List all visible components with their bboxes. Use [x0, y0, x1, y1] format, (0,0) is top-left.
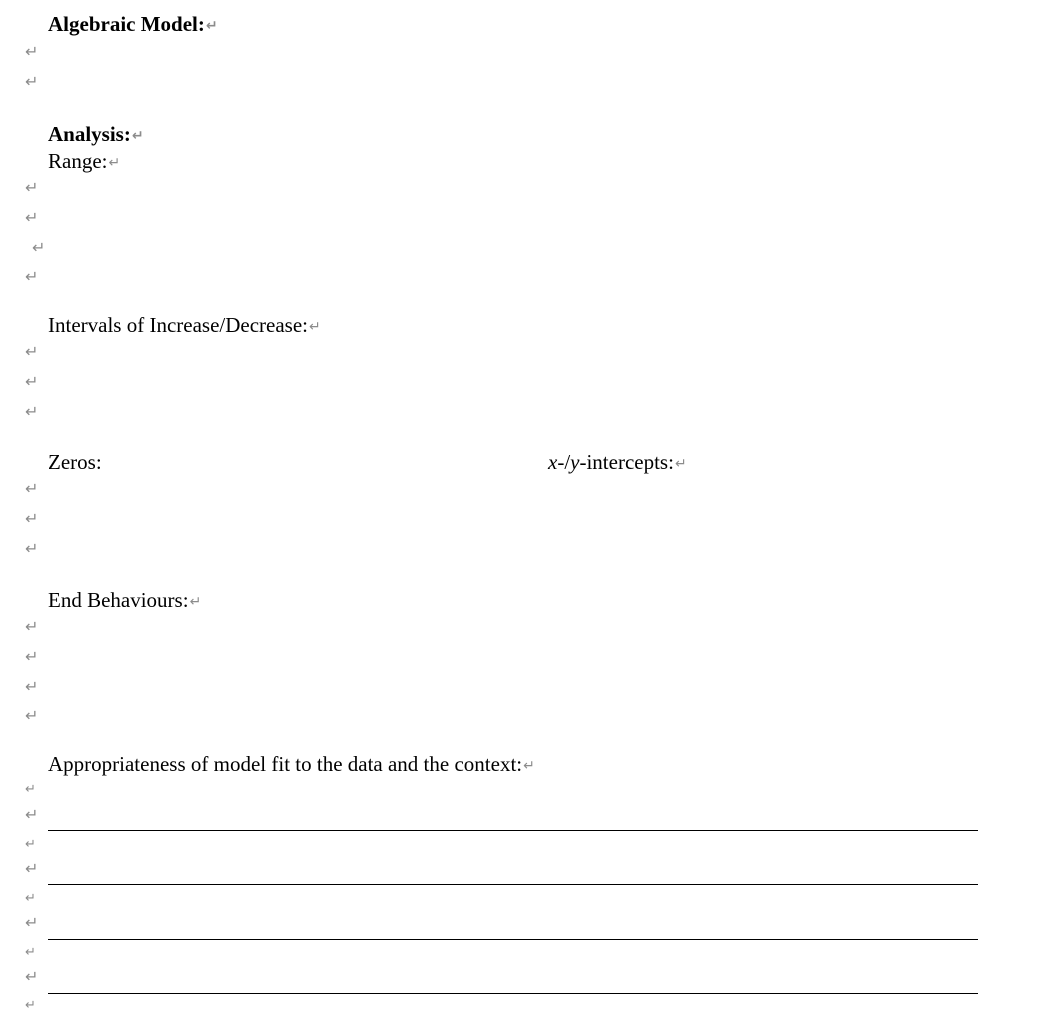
paragraph-mark-icon: ↵	[25, 342, 39, 361]
paragraph-mark-icon: ↵	[25, 677, 39, 696]
paragraph-mark-icon: ↵	[25, 805, 39, 824]
intervals-label: Intervals of Increase/Decrease:↵	[48, 313, 321, 337]
paragraph-mark-icon: ↵	[205, 18, 218, 34]
paragraph-mark-icon: ↵	[32, 238, 46, 257]
paragraph-mark-icon: ↵	[25, 72, 39, 91]
analysis-heading: Analysis:↵	[48, 122, 144, 146]
appropriateness-label: Appropriateness of model fit to the data and the context:↵	[48, 752, 535, 776]
range-label: Range:↵	[48, 149, 121, 173]
end-behaviours-label: End Behaviours:↵	[48, 588, 202, 612]
paragraph-mark-icon: ↵	[25, 837, 36, 852]
paragraph-mark-icon: ↵	[309, 319, 321, 335]
paragraph-mark-icon: ↵	[25, 998, 36, 1013]
paragraph-mark-icon: ↵	[25, 42, 39, 61]
paragraph-mark-icon: ↵	[25, 267, 39, 286]
paragraph-mark-icon: ↵	[25, 706, 39, 725]
paragraph-mark-icon: ↵	[25, 178, 39, 197]
paragraph-mark-icon: ↵	[674, 456, 687, 472]
paragraph-mark-icon: ↵	[108, 155, 121, 171]
algebraic-model-heading: Algebraic Model:↵	[48, 12, 218, 36]
paragraph-mark-icon: ↵	[131, 128, 144, 144]
paragraph-mark-icon: ↵	[25, 402, 39, 421]
answer-line	[48, 884, 978, 885]
paragraph-mark-icon: ↵	[25, 945, 36, 960]
paragraph-mark-icon: ↵	[25, 891, 36, 906]
paragraph-mark-icon: ↵	[25, 372, 39, 391]
answer-line	[48, 993, 978, 994]
paragraph-mark-icon: ↵	[25, 967, 39, 986]
answer-line	[48, 830, 978, 831]
zeros-label: Zeros:	[48, 450, 102, 474]
paragraph-mark-icon: ↵	[523, 758, 535, 774]
paragraph-mark-icon: ↵	[25, 509, 39, 528]
paragraph-mark-icon: ↵	[25, 782, 36, 797]
paragraph-mark-icon: ↵	[25, 913, 39, 932]
intercepts-label: x-/y-intercepts:↵	[548, 450, 687, 474]
paragraph-mark-icon: ↵	[25, 539, 39, 558]
paragraph-mark-icon: ↵	[25, 617, 39, 636]
paragraph-mark-icon: ↵	[25, 208, 39, 227]
paragraph-mark-icon: ↵	[25, 479, 39, 498]
paragraph-mark-icon: ↵	[189, 594, 202, 610]
answer-line	[48, 939, 978, 940]
paragraph-mark-icon: ↵	[25, 647, 39, 666]
paragraph-mark-icon: ↵	[25, 859, 39, 878]
